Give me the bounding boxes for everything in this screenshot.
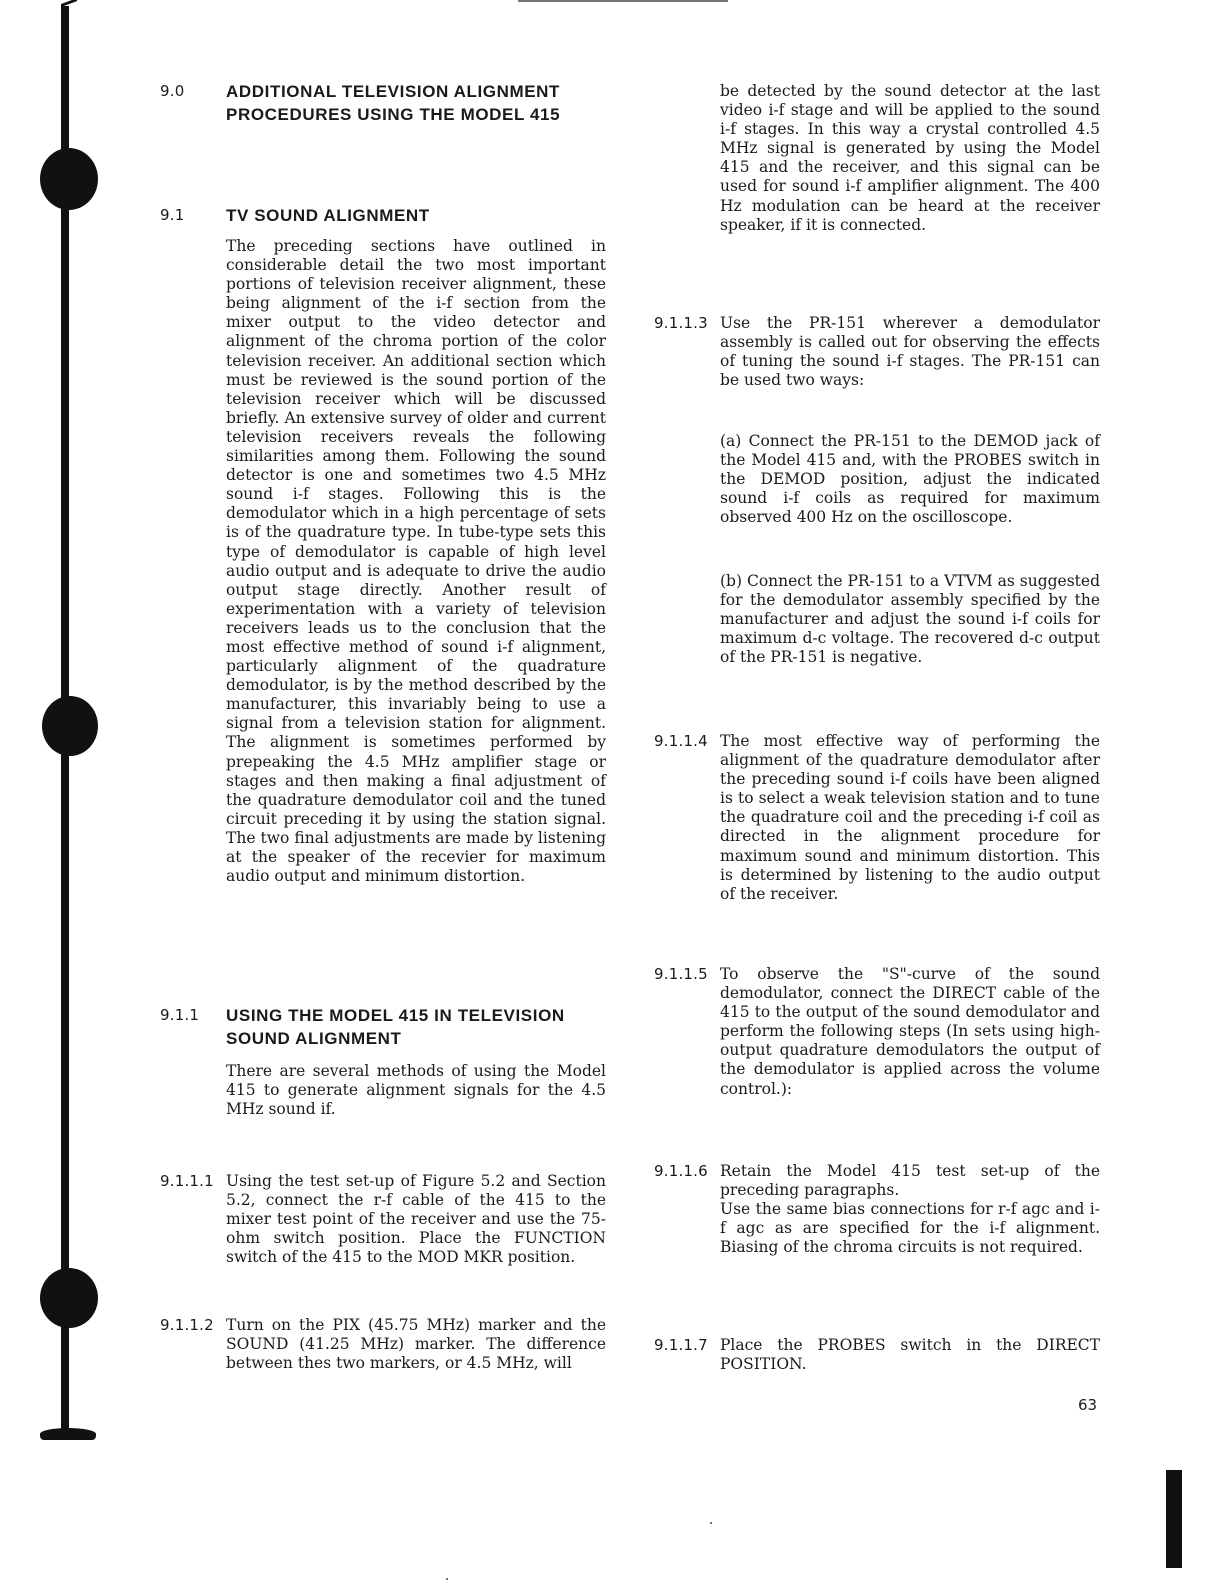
section-heading: ADDITIONAL TELEVISION ALIGNMENT PROCEDURES USING THE MODEL 415	[226, 82, 561, 124]
continuation-body: be detected by the sound detector at the last video i-f stage and will be applied to the sound i-f stages. In this way a crystal controlled 4.5 MHz signal is generated by using the Model 415 and the receiver, and this signal can be used for sound i-f amplifier alignment. The 400 Hz modulation can be heard at the receiver speaker, if it is connected.	[720, 82, 1100, 234]
section-body: To observe the "S"-curve of the sound demodulator, connect the DIRECT cable of the 415 to the output of the sound demodulator and perform the following steps (In sets using high-output quadrature demodulators the output of the demodulator is applied across the volume control.):	[720, 965, 1100, 1098]
section-9-1-1-2	[160, 1316, 610, 1373]
section-number: 9.1.1.5	[654, 965, 708, 983]
section-number: 9.1	[160, 206, 185, 224]
item-a	[720, 432, 1100, 527]
section-9-1-1-5	[654, 965, 1100, 1099]
section-body: Place the PROBES switch in the DIRECT POSITION.	[720, 1336, 1100, 1374]
section-9-1-1-3	[654, 314, 1100, 390]
section-number: 9.1.1.2	[160, 1316, 214, 1334]
continued-paragraph	[720, 82, 1100, 235]
section-9-0	[160, 80, 610, 126]
section-body: The preceding sections have outlined in considerable detail the two most important portions of television receiver alignment, these being alignment of the i-f section from the mixer output to the video detector and alignment of the chroma portion of the color television receiver. An additional section which must be reviewed is the sound portion of the television receiver which will be discussed briefly. An extensive survey of older and current television receivers reveals the following similarities among them. Following the sound detector is one and sometimes two 4.5 MHz sound i-f stages. Following this is the demodulator which in a high percentage of sets is of the quadrature type. In tube-type sets this type of demodulator is capable of high level audio output and is adequate to drive the audio output stage directly. Another result of experimentation with a variety of television receivers leads us to the conclusion that the most effective method of sound i-f alignment, particularly alignment of the quadrature demodulator, is by the method described by the manufacturer, this invariably being to use a signal from a television station for alignment. The alignment is sometimes performed by prepeaking the 4.5 MHz amplifier stage or stages and then making a final adjustment of the quadrature demodulator coil and the tuned circuit preceding it by using the station signal. The two final adjustments are made by listening at the speaker of the recevier for maximum audio output and minimum distortion.	[226, 237, 606, 886]
section-9-1-1-6	[654, 1162, 1100, 1257]
section-number: 9.1.1.1	[160, 1172, 214, 1190]
section-9-1	[160, 204, 610, 886]
list-item: (b) Connect the PR-151 to a VTVM as suggested for the demodulator assembly specified by the manufacturer and adjust the sound i-f coils for maximum d-c voltage. The recovered d-c output of the PR-151 is negative.	[720, 572, 1100, 667]
section-body: Use the PR-151 wherever a demodulator assembly is called out for observing the effects of tuning the sound i-f stages. The PR-151 can be used two ways:	[720, 314, 1100, 390]
binder-hole	[42, 696, 98, 756]
section-number: 9.0	[160, 82, 185, 100]
scan-speck	[446, 1578, 448, 1580]
section-body: Using the test set-up of Figure 5.2 and Section 5.2, connect the r-f cable of the 415 to the mixer test point of the receiver and use the 75-ohm switch position. Place the FUNCTION switch of the 415 to the MOD MKR position.	[226, 1172, 606, 1267]
section-body: The most effective way of performing the alignment of the quadrature demodulator after the preceding sound i-f coils have been aligned is to select a weak television station and to tune the quadrature coil and the preceding i-f coil as directed in the alignment procedure for maximum sound and minimum distortion. This is determined by listening to the audio output of the receiver.	[720, 732, 1100, 903]
section-body: Turn on the PIX (45.75 MHz) marker and the SOUND (41.25 MHz) marker. The difference between thes two markers, or 4.5 MHz, will	[226, 1316, 606, 1373]
section-number: 9.1.1.6	[654, 1162, 708, 1180]
binder-spine-top	[61, 0, 77, 7]
section-9-1-1-7	[654, 1336, 1100, 1374]
list-item: (a) Connect the PR-151 to the DEMOD jack of the Model 415 and, with the PROBES switch in the DEMOD position, adjust the indicated sound i-f coils as required for maximum observed 400 Hz on the oscilloscope.	[720, 432, 1100, 527]
binder-hole	[40, 148, 98, 210]
page-number: 63	[1078, 1396, 1098, 1414]
section-9-1-1-1	[160, 1172, 610, 1267]
section-body-continued: Use the same bias connections for r-f agc and i-f agc as are specified for the i-f alignment. Biasing of the chroma circuits is not required.	[720, 1200, 1100, 1257]
binder-hole	[40, 1268, 98, 1328]
page-edge-mark	[1166, 1470, 1182, 1568]
section-number: 9.1.1.4	[654, 732, 708, 750]
top-rule	[518, 0, 728, 2]
section-heading: USING THE MODEL 415 IN TELEVISION SOUND ALIGNMENT	[226, 1006, 565, 1048]
section-heading: TV SOUND ALIGNMENT	[226, 206, 430, 225]
section-9-1-1	[160, 1004, 610, 1119]
section-body: There are several methods of using the Model 415 to generate alignment signals for the 4.5 MHz sound if.	[226, 1062, 606, 1119]
scan-speck	[710, 1522, 712, 1524]
item-b	[720, 572, 1100, 667]
section-number: 9.1.1.7	[654, 1336, 708, 1354]
section-body: Retain the Model 415 test set-up of the preceding paragraphs.	[720, 1162, 1100, 1200]
section-9-1-1-4	[654, 732, 1100, 904]
section-number: 9.1.1	[160, 1006, 200, 1024]
binder-spine-foot	[40, 1428, 96, 1440]
section-number: 9.1.1.3	[654, 314, 708, 332]
